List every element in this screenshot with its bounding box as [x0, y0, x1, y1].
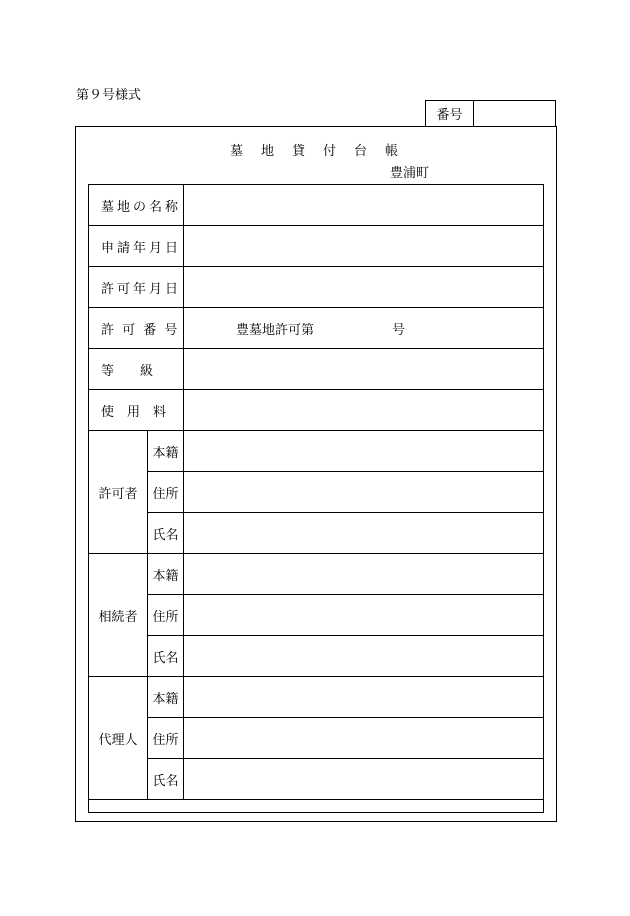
- row-label-permit-number: 許 可 番 号: [89, 308, 184, 349]
- fee-field[interactable]: [184, 390, 544, 431]
- cemetery-name-field[interactable]: [184, 185, 544, 226]
- agent-address-field[interactable]: [184, 718, 544, 759]
- row-label-fee: 使 用 料: [89, 390, 184, 431]
- permittee-domicile-field[interactable]: [184, 431, 544, 472]
- permit-number-prefix: 豊墓地許可第: [236, 322, 315, 338]
- permit-number-suffix: 号: [392, 322, 406, 338]
- table-row: [89, 472, 544, 513]
- table-footer-row: [89, 800, 544, 813]
- table-row: [89, 185, 544, 226]
- table-row: [89, 390, 544, 431]
- field-label-domicile: 本籍: [148, 677, 184, 718]
- table-row: [89, 595, 544, 636]
- table-row: [89, 349, 544, 390]
- table-row: [89, 718, 544, 759]
- table-row: [89, 308, 544, 349]
- table-row: [89, 267, 544, 308]
- field-label-address: 住所: [148, 718, 184, 759]
- application-date-field[interactable]: [184, 226, 544, 267]
- table-row: [89, 759, 544, 800]
- row-label-grade: 等 級: [89, 349, 184, 390]
- field-label-domicile: 本籍: [148, 431, 184, 472]
- table-row: [89, 636, 544, 677]
- table-row: [89, 554, 544, 595]
- permit-number-field[interactable]: [184, 308, 544, 349]
- group-label-successor: 相続者: [89, 554, 148, 677]
- field-label-name: 氏名: [148, 759, 184, 800]
- page-title: 墓地貸付台帳: [229, 144, 416, 159]
- successor-domicile-field[interactable]: [184, 554, 544, 595]
- footer-blank-cell: [89, 800, 544, 813]
- successor-address-field[interactable]: [184, 595, 544, 636]
- town-name: 豊浦町: [390, 166, 430, 181]
- number-label: 番号: [426, 101, 474, 126]
- permit-date-field[interactable]: [184, 267, 544, 308]
- table-row: [89, 677, 544, 718]
- field-label-name: 氏名: [148, 513, 184, 554]
- field-label-domicile: 本籍: [148, 554, 184, 595]
- permittee-address-field[interactable]: [184, 472, 544, 513]
- table-row: [89, 431, 544, 472]
- agent-name-field[interactable]: [184, 759, 544, 800]
- ledger-table: [88, 184, 544, 813]
- number-box: [425, 100, 556, 126]
- row-label-permit-date: 許可年月日: [89, 267, 184, 308]
- agent-domicile-field[interactable]: [184, 677, 544, 718]
- successor-name-field[interactable]: [184, 636, 544, 677]
- table-row: [89, 226, 544, 267]
- row-label-cemetery-name: 墓地の名称: [89, 185, 184, 226]
- group-label-permittee: 許可者: [89, 431, 148, 554]
- table-row: [89, 513, 544, 554]
- row-label-application-date: 申請年月日: [89, 226, 184, 267]
- field-label-address: 住所: [148, 595, 184, 636]
- field-label-address: 住所: [148, 472, 184, 513]
- permittee-name-field[interactable]: [184, 513, 544, 554]
- field-label-name: 氏名: [148, 636, 184, 677]
- form-number: 第９号様式: [76, 88, 142, 103]
- grade-field[interactable]: [184, 349, 544, 390]
- group-label-agent: 代理人: [89, 677, 148, 800]
- number-field[interactable]: [474, 101, 555, 126]
